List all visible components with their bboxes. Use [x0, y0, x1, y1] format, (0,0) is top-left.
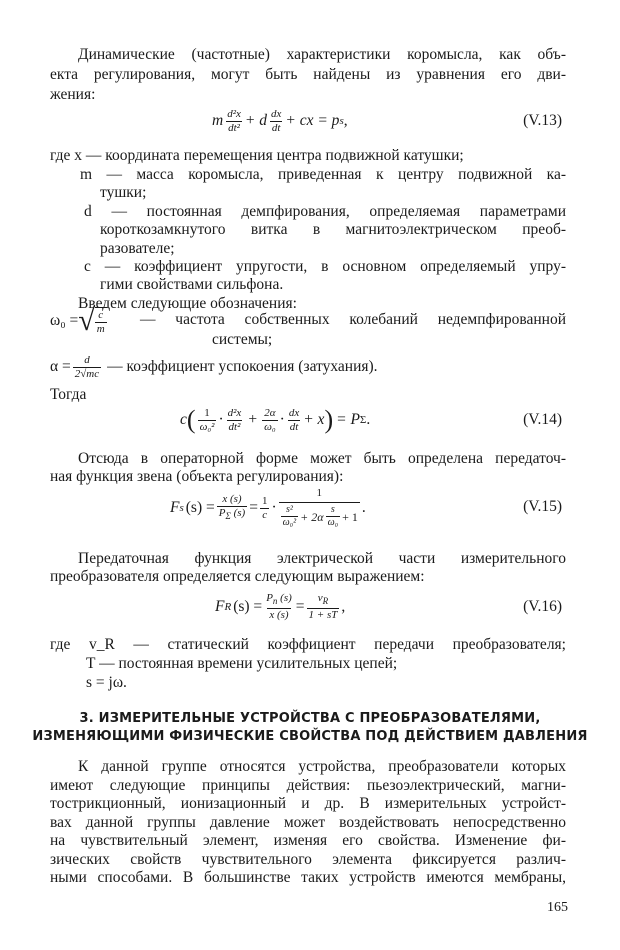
eq15-d3-frac-c: [326, 505, 341, 528]
eq13-label: (V.13): [523, 112, 562, 129]
eq15-d1-sub: Σ: [225, 511, 231, 522]
eq16-d1: x (s): [269, 608, 289, 621]
omega-num: c: [98, 309, 104, 321]
eq15-dot: ·: [271, 499, 277, 516]
eq14-w02: ω₀²: [199, 420, 215, 433]
where1-line-4: d — постоянная демпфирования, определяемая параметрами: [84, 203, 566, 220]
eq13-comma: ,: [343, 112, 348, 129]
eq15-d3a-num: s²: [285, 504, 293, 515]
section-heading-line-1: 3. ИЗМЕРИТЕЛЬНЫЕ УСТРОЙСТВА С ПРЕОБРАЗОВАТЕЛЯМИ,: [79, 711, 541, 726]
paragraph-1-line-1: Динамические (частотные) характеристики коромысла, как объ-: [78, 46, 566, 63]
where1-line-6: разователе;: [100, 240, 175, 257]
eq15-lhs: F: [170, 499, 180, 516]
where1-line-5: короткозамкнутого витка в магнитоэлектрическом преоб-: [100, 221, 566, 238]
eq15-eq: =: [249, 499, 258, 516]
eq15-d3-frac-a: [281, 505, 299, 528]
eq14-frac-2a-w0: [262, 408, 278, 433]
page-number: 165: [547, 900, 568, 915]
intro-line: Введем следующие обозначения:: [78, 295, 297, 312]
eq14-dt2: dt²: [228, 420, 241, 433]
where2-line-3: s = jω.: [86, 674, 127, 691]
eq14-lparen: (: [186, 405, 196, 434]
eq13-frac-d2x-dt2: [225, 109, 243, 134]
eq14-dx: dx: [288, 406, 300, 419]
eq14-period: .: [366, 411, 371, 428]
eq14-dt: dt: [289, 420, 299, 433]
eq16-eq: =: [295, 598, 305, 615]
eq14-dot1: ·: [218, 411, 224, 428]
eq15-n2: 1: [261, 494, 268, 507]
omega-lhs: ω₀ =: [50, 312, 79, 329]
alpha-num: d: [84, 353, 90, 366]
paragraph-4-line-5: на чувствительный элемент, изменяя его свойства. Изменение фи-: [50, 832, 566, 849]
eq13-dt2: dt²: [228, 121, 240, 134]
eq14-eq: = P: [336, 411, 360, 428]
where2-line-2: T — постоянная времени усилительных цепей;: [86, 655, 398, 672]
eq14-label: (V.14): [523, 411, 562, 428]
paragraph-3-line-2: преобразователя определяется следующим выражением:: [50, 568, 425, 585]
eq15-d1: [217, 506, 247, 521]
eq14-one: 1: [204, 406, 210, 419]
paragraph-1-line-3: жения:: [50, 86, 96, 103]
eq16-lhs: F: [215, 598, 225, 615]
eq16-n1: [264, 593, 294, 607]
eq14-w0: ω₀: [264, 420, 276, 433]
eq16-d2: 1 + sT: [308, 608, 338, 621]
eq15-d3d: + 1: [342, 509, 358, 524]
sqrt-icon: √: [78, 304, 95, 337]
eq16-label: (V.16): [523, 598, 562, 615]
then-line: Тогда: [50, 386, 87, 403]
eq15-d1-arg: (s): [233, 507, 246, 520]
eq13-m: m: [212, 112, 224, 129]
alpha-text: — коэффициент успокоения (затухания).: [107, 358, 378, 375]
omega-frac: [95, 307, 107, 335]
equation-v14: [180, 400, 370, 440]
eq16-n2-sub: R: [322, 596, 329, 607]
equation-v15: [170, 480, 366, 536]
eq14-2a: 2α: [264, 406, 276, 419]
omega-text-2: системы;: [212, 331, 273, 348]
where1-line-8: гими свойствами сильфона.: [100, 276, 284, 293]
paragraph-2-line-1: Отсюда в операторной форме может быть определена передаточ-: [78, 450, 566, 467]
paragraph-4-line-1: К данной группе относятся устройства, преобразователи которых: [78, 758, 566, 775]
eq13-plus-d: + d: [244, 112, 267, 129]
paragraph-4-line-3: тострикционный, ионизационный и др. В измерительных устройст-: [50, 795, 566, 812]
eq15-d3c-num: s: [330, 504, 335, 515]
eq14-d2x: d²x: [227, 406, 242, 419]
eq15-frac-2: [260, 496, 270, 521]
where1-line-1: где x — координата перемещения центра подвижной катушки;: [50, 147, 464, 164]
where1-line-7: c — коэффициент упругости, в основном определяемый упру-: [84, 258, 566, 275]
eq14-frac-1-w02: [198, 408, 217, 433]
alpha-frac: [73, 355, 101, 380]
eq13-dt: dt: [271, 121, 281, 134]
eq15-frac-3: [279, 488, 360, 528]
paragraph-4-line-6: зических свойств чувствительного элемента фиксируется различ-: [50, 851, 566, 868]
eq13-dx: dx: [270, 107, 282, 120]
paragraph-4-line-2: имеют следующие принципы действия: пьезоэлектрический, магни-: [50, 777, 566, 794]
eq14-rparen: ): [324, 405, 334, 434]
eq14-sub: Σ: [359, 414, 367, 426]
paragraph-4-line-4: вах данной группы давление может воздействовать непосредственно: [50, 814, 566, 831]
eq15-d1-p: P: [218, 507, 226, 520]
eq14-plus1: +: [248, 411, 258, 428]
eq15-lhs-arg: (s) =: [185, 499, 215, 516]
eq14-dot2: ·: [279, 411, 285, 428]
eq15-d3c-den: ω₀: [327, 517, 339, 528]
eq13-frac-dx-dt: [269, 109, 283, 134]
paragraph-1-line-2: екта регулирования, могут быть найдены из уравнения его дви-: [50, 66, 566, 83]
where2-line-1: где v_R — статический коэффициент передачи преобразователя;: [50, 636, 566, 653]
eq14-c: c: [180, 411, 187, 428]
omega-den: m: [96, 323, 105, 335]
eq13-d2x: d²x: [227, 107, 241, 120]
eq16-n1-p: P: [266, 592, 273, 605]
eq15-n3: 1: [316, 487, 322, 499]
eq15-period: .: [361, 499, 366, 516]
eq13-sub: s: [339, 115, 344, 127]
eq15-d3a-den: ω₀²: [282, 517, 297, 528]
eq15-lhs-sub: s: [179, 502, 184, 514]
where1-line-2: m — масса коромысла, приведенная к центру подвижной ка-: [80, 166, 566, 183]
alpha-definition: [50, 348, 378, 386]
eq13-rest: + cx = p: [285, 112, 340, 129]
alpha-den: 2√mc: [74, 367, 100, 380]
equation-v16: [215, 586, 345, 628]
eq14-plus-x: + x: [303, 411, 325, 428]
eq15-d3b: + 2α: [300, 509, 324, 524]
paragraph-3-line-1: Передаточная функция электрической части измерительного: [78, 550, 566, 567]
omega-text: — частота собственных колебаний недемпфированной: [140, 311, 566, 328]
eq16-n1-arg: (s): [280, 592, 292, 605]
section-heading-line-2: ИЗМЕНЯЮЩИМИ ФИЗИЧЕСКИЕ СВОЙСТВА ПОД ДЕЙСТВИЕМ ДАВЛЕНИЯ: [32, 729, 588, 744]
eq14-frac-dx-dt: [287, 408, 301, 433]
omega-definition: [50, 300, 109, 342]
eq16-comma: ,: [341, 598, 346, 615]
paragraph-2-line-2: ная функция звена (объекта регулирования):: [50, 468, 344, 485]
eq16-n1-sub: n: [272, 596, 278, 607]
eq14-frac-d2x-dt2: [226, 408, 244, 433]
eq16-frac-1: [264, 593, 294, 620]
eq15-frac-1: [217, 494, 247, 521]
where1-line-3: тушки;: [100, 184, 147, 201]
paragraph-4-line-7: ными способами. В большинстве таких устройств имеются мембраны,: [50, 869, 566, 886]
eq15-n1: x (s): [222, 493, 242, 506]
eq15-d3: [279, 502, 360, 528]
alpha-lhs: α =: [50, 358, 71, 375]
eq16-lhs-sub: R: [224, 601, 232, 613]
eq15-d2: c: [262, 508, 268, 521]
eq15-label: (V.15): [523, 498, 562, 515]
eq16-frac-2: [307, 593, 340, 620]
eq16-n2-v: v: [317, 592, 323, 605]
eq16-lhs-arg: (s) =: [233, 598, 263, 615]
eq16-n2: [316, 593, 330, 607]
equation-v13: [212, 104, 348, 138]
